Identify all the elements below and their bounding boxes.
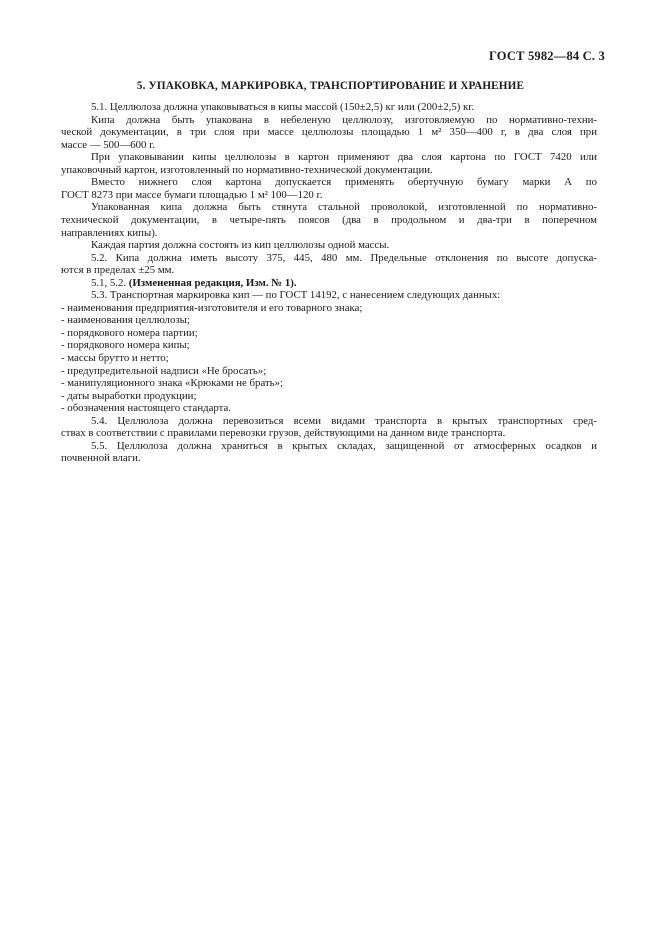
body-line-text: ются в пределах ±25 мм. [61,264,175,277]
body-line [61,427,597,440]
body-line [61,139,597,152]
body-line-text: упаковочный картон, изготовленный по нормативно-технической документации. [61,163,433,176]
amendment-note: (Измененная редакция, Изм. № 1). [128,276,297,289]
body-line-text: почвенной влаги. [61,452,141,465]
body-line-text: технической документации, в четыре-пять поясов (два в продольном и два-три в поперечном [61,213,597,226]
body-line [91,252,597,265]
body-line-text: 5.1, 5.2. [91,276,129,289]
body-line-text: Каждая партия должна состоять из кип целлюлозы одной массы. [91,239,390,252]
body-line-text: массе — 500—600 г. [61,138,156,151]
body-line [61,189,597,202]
body-line-text: 5.5. Целлюлоза должна храниться в крытых складах, защищенной от атмосферных осадков и [91,439,597,452]
body-line [61,214,597,227]
body-line-text: 5.2. Кипа должна иметь высоту 375, 445, 480 мм. Предельные отклонения по высоте допуска- [91,251,597,264]
body-line [61,377,597,390]
body-line [61,302,597,315]
body-line [91,101,597,114]
body-line-text: 5.3. Транспортная маркировка кип — по ГОСТ 14192, с нанесением следующих данных: [91,289,501,302]
body-line [61,264,597,277]
body-line-text: 5.1. Целлюлоза должна упаковываться в кипы массой (150±2,5) кг или (200±2,5) кг. [91,101,475,113]
body-line-text: При упаковывании кипы целлюлозы в картон применяют два слоя картона по ГОСТ 7420 или [91,151,597,164]
body-line [91,440,597,453]
body-line-text: направлениях кипы). [61,226,158,239]
body-line-text: ствах в соответствии с правилами перевозки грузов, действующими на данном виде транспорта. [61,427,506,440]
body-line-text: - обозначения настоящего стандарта. [61,402,231,415]
body-line-text: Вместо нижнего слоя картона допускается применять обертучную бумагу марки А по [91,176,597,189]
body-line [61,164,597,177]
body-line [91,289,597,302]
body-line [91,151,597,164]
body-line [61,339,597,352]
body-line-text: - порядкового номера кипы; [61,339,190,352]
body-line [91,239,597,252]
body-line [61,126,597,139]
body-line [61,227,597,240]
body-line [61,390,597,403]
page-header: ГОСТ 5982—84 С. 3 [488,49,605,63]
body-line [91,415,597,428]
body-line [61,402,597,415]
body-line-text: Упакованная кипа должна быть стянута стальной проволокой, изготовленной по нормативно- [91,201,597,214]
body-line [61,327,597,340]
section-title: 5. УПАКОВКА, МАРКИРОВКА, ТРАНСПОРТИРОВАНИЕ И ХРАНЕНИЕ [136,80,525,92]
body-line-text: 5.4. Целлюлоза должна перевозиться всеми видами транспорта в крытых транспортных сред- [91,414,597,427]
body-line-text: Кипа должна быть упакована в небеленую целлюлозу, изготовляемую по нормативно-техни- [91,113,597,126]
body-line-text: - предупредительной надписи «Не бросать»; [61,364,267,377]
body-line-text: - массы брутто и нетто; [61,352,169,364]
body-line-text: ГОСТ 8273 при массе бумаги площадью 1 м² 100—120 г. [61,188,323,201]
body-line [91,277,597,290]
body-line [61,314,597,327]
body-line-text: ческой документации, в три слоя при массе целлюлозы площадью 1 м² 350—400 г, в два слоя при [61,126,597,139]
body-line-text: - манипуляционного знака «Крюками не брать»; [61,377,283,390]
body-line-text: - наименования целлюлозы; [61,314,190,327]
body-line [61,365,597,378]
body-line-text: - наименования предприятия-изготовителя и его товарного знака; [61,301,363,314]
body-line-text: - даты выработки продукции; [61,389,197,402]
body-line [91,201,597,214]
body-line [61,452,597,465]
body-line [61,352,597,365]
body-line [91,176,597,189]
body-line [91,114,597,127]
body-line-text: - порядкового номера партии; [61,326,198,339]
